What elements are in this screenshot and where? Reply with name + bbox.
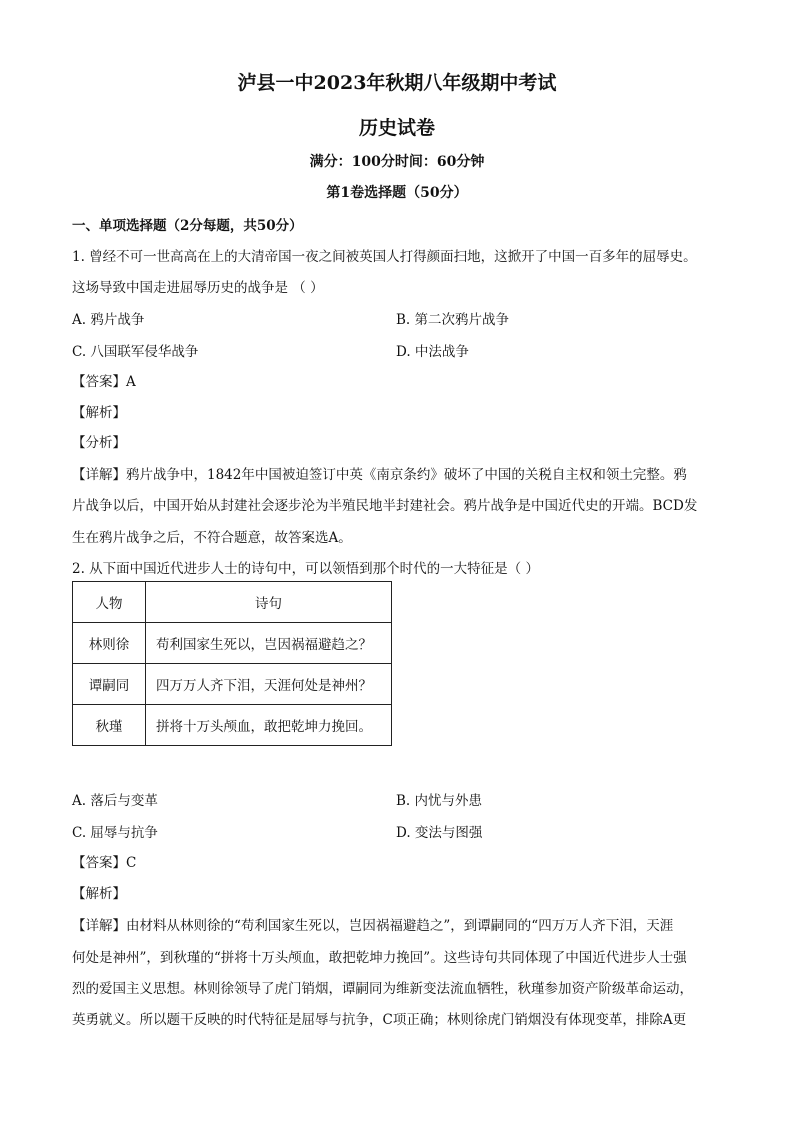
table-cell-poem: 苟利国家生死以，岂因祸福避趋之？ (146, 623, 392, 664)
q2-option-d: D. 变法与图强 (396, 825, 483, 841)
q1-option-d: D. 中法战争 (396, 344, 469, 360)
q1-stem-line2: 这场导致中国走进屈辱历史的战争是 （ ） (72, 280, 324, 296)
q1-option-b: B. 第二次鸦片战争 (396, 312, 510, 328)
volume-title: 第1卷选择题（50分） (326, 185, 468, 201)
q1-answer: 【答案】A (72, 374, 136, 390)
exam-title: 泸县一中2023年秋期八年级期中考试 (237, 72, 557, 94)
table-header-cell: 人物 (73, 582, 146, 623)
q1-detail-line2: 片战争以后，中国开始从封建社会逐步沦为半殖民地半封建社会。鸦片战争是中国近代史的开端。BCD发 (72, 498, 698, 514)
q1-stem-line1: 1. 曾经不可一世高高在上的大清帝国一夜之间被英国人打得颜面扫地，这掀开了中国一百多年的屈辱史。 (72, 249, 697, 265)
q2-answer: 【答案】C (72, 855, 137, 871)
q2-detail-line1: 【详解】由材料从林则徐的“苟利国家生死以，岂因祸福避趋之”，到谭嗣同的“四万万人齐下泪，天涯 (72, 918, 674, 934)
table-cell-person: 林则徐 (73, 623, 146, 664)
table-header-cell: 诗句 (146, 582, 392, 623)
q1-detail-line3: 生在鸦片战争之后，不符合题意，故答案选A。 (72, 530, 352, 546)
subject-title: 历史试卷 (358, 117, 435, 139)
q1-fenxi: 【分析】 (72, 435, 126, 451)
table-row (73, 705, 392, 746)
q2-detail-line4: 英勇就义。所以题干反映的时代特征是屈辱与抗争，C项正确；林则徐虎门销烟没有体现变革，排除A更 (72, 1012, 687, 1028)
q1-jiexi: 【解析】 (72, 405, 126, 421)
table-header-row (73, 582, 392, 623)
q1-option-c: C. 八国联军侵华战争 (72, 344, 199, 360)
q1-detail-line1: 【详解】鸦片战争中，1842年中国被迫签订中英《南京条约》破坏了中国的关税自主权和领土完整。鸦 (72, 467, 687, 483)
section-heading: 一、单项选择题（2分每题，共50分） (72, 218, 303, 234)
table-cell-poem: 拼将十万头颅血，敢把乾坤力挽回。 (146, 705, 392, 746)
q2-option-a: A. 落后与变革 (72, 793, 158, 809)
table-row (73, 623, 392, 664)
q2-detail-line2: 何处是神州”，到秋瑾的“拼将十万头颅血，敢把乾坤力挽回”。这些诗句共同体现了中国近代进步人士强 (72, 950, 687, 966)
score-time: 满分：100分时间：60分钟 (309, 154, 485, 170)
q2-option-b: B. 内忧与外患 (396, 793, 483, 809)
q1-option-a: A. 鸦片战争 (72, 312, 145, 328)
q2-jiexi: 【解析】 (72, 886, 126, 902)
table-cell-poem: 四万万人齐下泪，天涯何处是神州？ (146, 664, 392, 705)
table-cell-person: 谭嗣同 (73, 664, 146, 705)
table-cell-person: 秋瑾 (73, 705, 146, 746)
q2-option-c: C. 屈辱与抗争 (72, 825, 158, 841)
q2-detail-line3: 烈的爱国主义思想。林则徐领导了虎门销烟，谭嗣同为维新变法流血牺牲，秋瑾参加资产阶级革命运动， (72, 981, 693, 997)
poems-table (72, 581, 392, 746)
table-row (73, 664, 392, 705)
q2-stem: 2. 从下面中国近代进步人士的诗句中，可以领悟到那个时代的一大特征是（ ） (72, 561, 539, 577)
